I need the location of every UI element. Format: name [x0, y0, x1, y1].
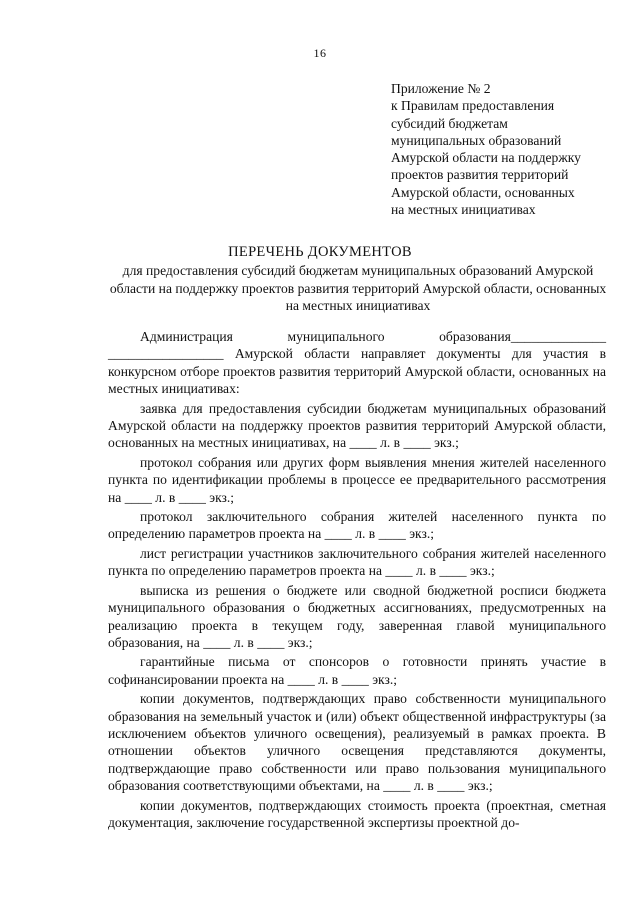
list-item: лист регистрации участников заключительного собрания жителей населенного пункта по определению параметров проекта на ____ л. в ____ экз.;	[108, 545, 606, 579]
list-item: копии документов, подтверждающих право собственности муниципального образования на земельный участок и (или) объект общественной инфраструктуры (за исключением объектов уличного освещения), реализуемый в рамках проекта. В отношении объектов уличного освещения представляются документы, подтверждающие право собственности или право пользования муниципального образования соответствующими объектами, на ____ л. в ____ экз.;	[108, 691, 606, 794]
appendix-line: Амурской области, основанных	[391, 184, 575, 200]
appendix-line: Приложение № 2	[391, 81, 491, 96]
list-item: протокол собрания или других форм выявления мнения жителей населенного пункта по идентификации проблемы в процессе ее предварительного рассмотрения на ____ л. в ____ экз.;	[108, 454, 606, 505]
document-subtitle: для предоставления субсидий бюджетам муниципальных образований Амурской области на поддержку проектов развития территорий Амурской области, основанных на местных инициативах	[109, 263, 607, 313]
document-body	[108, 328, 606, 831]
list-item: заявка для предоставления субсидии бюджетам муниципальных образований Амурской области на поддержку проектов развития территорий Амурской области, основанных на местных инициативах, на ____ л. в ____ экз.;	[108, 400, 606, 451]
appendix-line: к Правилам предоставления	[391, 98, 555, 114]
appendix-line: Амурской области на поддержку	[391, 150, 581, 166]
list-item: выписка из решения о бюджете или сводной бюджетной росписи бюджета муниципального образования о бюджетных ассигнованиях, предусмотренных на реализацию проекта в текущем году, заверенная главой муниципального образования, на ____ л. в ____ экз.;	[108, 582, 606, 650]
document-title: ПЕРЕЧЕНЬ ДОКУМЕНТОВ	[228, 244, 412, 260]
list-item: копии документов, подтверждающих стоимость проекта (проектная, сметная документация, заключение государственной экспертизы проектной до-	[108, 797, 606, 830]
appendix-header	[391, 80, 621, 218]
appendix-line: субсидий бюджетам	[391, 115, 508, 131]
appendix-line: муниципальных образований	[391, 132, 562, 148]
appendix-line: на местных инициативах	[391, 202, 536, 218]
list-item: гарантийные письма от спонсоров о готовности принять участие в софинансировании проекта на ____ л. в ____ экз.;	[108, 654, 606, 687]
page-number: 16	[313, 46, 327, 60]
intro-paragraph: Администрация муниципального образования______________ _________________ Амурской области направляет документы для участия в конкурсном отборе проектов развития территорий Амурской области, основанных на местных инициативах:	[108, 329, 606, 397]
appendix-line: проектов развития территорий	[391, 167, 569, 183]
list-item: протокол заключительного собрания жителей населенного пункта по определению параметров проекта на ____ л. в ____ экз.;	[108, 509, 606, 542]
